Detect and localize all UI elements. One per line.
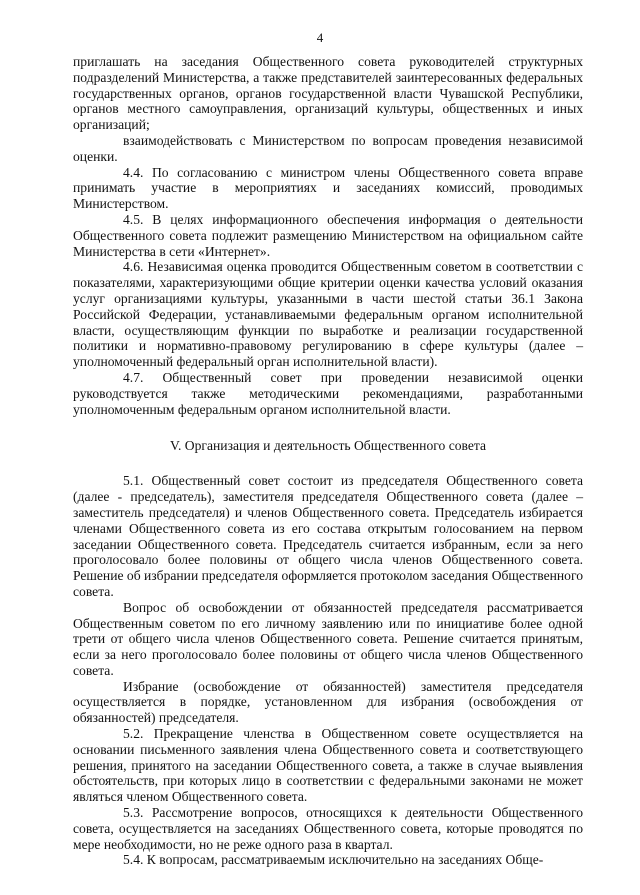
- paragraph: 4.6. Независимая оценка проводится Общественным советом в соответствии с показателями, характеризующими общие критерии оценки качества условий оказания услуг организациями культуры, указанными в части шестой статьи 36.1 Закона Российской Федерации, устанавливаемыми федеральным органом исполнительной власти, осуществляющим функции по выработке и реализации государственной политики и нормативно-правовому регулированию в сфере культуры (далее – уполномоченный федеральный орган исполнительной власти).: [73, 259, 583, 370]
- paragraph: Вопрос об освобождении от обязанностей председателя рассматривается Общественным советом по его личному заявлению или по инициативе более одной трети от общего числа членов Общественного совета. Решение считается принятым, если за него проголосовало более половины от общего числа членов Общественного совета.: [73, 599, 583, 678]
- paragraph: 5.4. К вопросам, рассматриваемым исключительно на заседаниях Обще-: [123, 852, 544, 868]
- document-body: [73, 54, 583, 868]
- paragraph: 5.1. Общественный совет состоит из председателя Общественного совета (далее - председатель), заместителя председателя Общественного совета (далее – заместитель председателя) и членов Общественного совета. Председатель избирается членами Общественного совета из его состава открытым голосованием на первом заседании Общественного совета. Председатель считается избранным, если за него проголосовало более половины от общего числа членов Общественного совета. Решение об избрании председателя оформляется протоколом заседания Общественного совета.: [73, 473, 583, 599]
- paragraph: 4.4. По согласованию с министром члены Общественного совета вправе принимать участие в мероприятиях и заседаниях комиссий, проводимых Министерством.: [73, 164, 583, 212]
- paragraph: 5.2. Прекращение членства в Общественном совете осуществляется на основании письменного заявления члена Общественного совета и соответствующего решения, принятого на заседании Общественного совета, а также в случае выявления обстоятельств, при которых лицо в соответствии с федеральными законами не может являться членом Общественного совета.: [73, 726, 583, 805]
- paragraph: 5.3. Рассмотрение вопросов, относящихся к деятельности Общественного совета, осуществляется на заседаниях Общественного совета, которые проводятся по мере необходимости, но не реже одного раза в квартал.: [73, 805, 583, 852]
- paragraph: 4.5. В целях информационного обеспечения информация о деятельности Общественного совета подлежит размещению Министерством на официальном сайте Министерства в сети «Интернет».: [73, 211, 583, 259]
- paragraph: приглашать на заседания Общественного совета руководителей структурных подразделений Министерства, а также представителей заинтересованных федеральных государственных органов, органов государственной власти Чувашской Республики, органов местного самоуправления, организаций культуры, общественных и иных организаций;: [73, 54, 583, 133]
- paragraph: 4.7. Общественный совет при проведении независимой оценки руководствуется также методическими рекомендациями, разработанными уполномоченным федеральным органом исполнительной власти.: [73, 369, 583, 417]
- section-heading: V. Организация и деятельность Общественного совета: [169, 438, 487, 454]
- page-number: 4: [316, 30, 324, 45]
- paragraph: Избрание (освобождение от обязанностей) заместителя председателя осуществляется в порядке, установленном для избрания (освобождения от обязанностей) председателя.: [73, 678, 583, 726]
- paragraph: взаимодействовать с Министерством по вопросам проведения независимой оценки.: [73, 132, 583, 164]
